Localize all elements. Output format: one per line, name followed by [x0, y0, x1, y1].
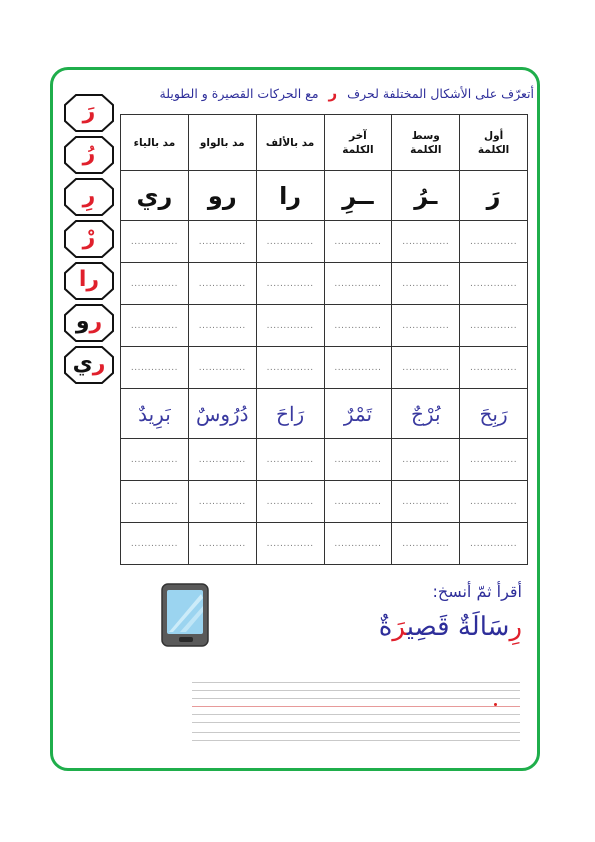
- writing-cell[interactable]: ..............: [121, 263, 189, 305]
- title-text-before: أتعرّف على الأشكال المختلفة لحرف: [347, 86, 534, 101]
- writing-cell[interactable]: ..............: [121, 347, 189, 389]
- writing-cell[interactable]: ..............: [324, 263, 392, 305]
- start-dot: [494, 703, 497, 706]
- example-words-row: [121, 389, 528, 439]
- page-title: [108, 84, 534, 102]
- writing-cell[interactable]: ..............: [460, 439, 528, 481]
- writing-cell[interactable]: ..............: [121, 305, 189, 347]
- octagon-red-text: ر: [89, 309, 103, 334]
- practice-row: [121, 347, 528, 389]
- header-cell: مد بالياء: [121, 115, 189, 171]
- form-cell: ــرِ: [324, 171, 392, 221]
- word-cell: بُرْجٌ: [392, 389, 460, 439]
- form-cell: رَ: [460, 171, 528, 221]
- octagon-black-text: ي: [72, 351, 93, 376]
- practice-row: [121, 221, 528, 263]
- form-cell: ري: [121, 171, 189, 221]
- octagon-red-text: رُ: [82, 141, 96, 166]
- writing-cell[interactable]: ..............: [324, 221, 392, 263]
- writing-cell[interactable]: ..............: [460, 481, 528, 523]
- copy-sentence: [290, 612, 522, 642]
- writing-cell[interactable]: ..............: [188, 481, 256, 523]
- practice-row: [121, 263, 528, 305]
- octagon-alif: [64, 262, 114, 300]
- word-risala: رِسَالَةٌ: [457, 612, 522, 642]
- writing-cell[interactable]: ..............: [324, 523, 392, 565]
- octagon-sukun: [64, 220, 114, 258]
- form-cell: ـرُ: [392, 171, 460, 221]
- title-letter: ر: [328, 84, 338, 102]
- header-cell: مد بالواو: [188, 115, 256, 171]
- word-cell: رَاحَ: [256, 389, 324, 439]
- word-cell: تَمْرٌ: [324, 389, 392, 439]
- octagon-black-text: و: [75, 309, 90, 334]
- practice-row: [121, 439, 528, 481]
- header-cell: وسط الكلمة: [392, 115, 460, 171]
- writing-cell[interactable]: ..............: [121, 221, 189, 263]
- octagon-red-text: ر: [92, 351, 106, 376]
- octagon-damma: [64, 136, 114, 174]
- octagon-red-text: رْ: [82, 225, 96, 250]
- writing-cell[interactable]: ..............: [256, 523, 324, 565]
- writing-cell[interactable]: ..............: [188, 439, 256, 481]
- writing-cell[interactable]: ..............: [460, 305, 528, 347]
- copy-instruction: أقرأ ثمّ أنسخ:: [432, 582, 522, 601]
- letter-forms-row: [121, 171, 528, 221]
- form-cell: را: [256, 171, 324, 221]
- octagon-waw: [64, 304, 114, 342]
- word-qasira: قَصِيرَةٌ: [378, 612, 450, 642]
- writing-cell[interactable]: ..............: [188, 305, 256, 347]
- header-cell: آخر الكلمة: [324, 115, 392, 171]
- writing-cell[interactable]: ..............: [460, 263, 528, 305]
- octagon-red-text: رَ: [82, 99, 96, 124]
- octagon-red-text: را: [78, 267, 100, 292]
- writing-cell[interactable]: ..............: [460, 347, 528, 389]
- writing-cell[interactable]: ..............: [256, 263, 324, 305]
- writing-cell[interactable]: ..............: [392, 439, 460, 481]
- octagon-fatha: [64, 94, 114, 132]
- writing-cell[interactable]: ..............: [324, 305, 392, 347]
- writing-cell[interactable]: ..............: [256, 347, 324, 389]
- title-text-after: مع الحركات القصيرة و الطويلة: [159, 86, 319, 101]
- writing-cell[interactable]: ..............: [392, 523, 460, 565]
- writing-cell[interactable]: ..............: [256, 481, 324, 523]
- word-cell: رَبِحَ: [460, 389, 528, 439]
- writing-cell[interactable]: ..............: [121, 481, 189, 523]
- writing-cell[interactable]: ..............: [392, 263, 460, 305]
- writing-cell[interactable]: ..............: [256, 439, 324, 481]
- writing-cell[interactable]: ..............: [460, 221, 528, 263]
- writing-cell[interactable]: ..............: [392, 347, 460, 389]
- writing-cell[interactable]: ..............: [188, 263, 256, 305]
- writing-cell[interactable]: ..............: [188, 523, 256, 565]
- writing-cell[interactable]: ..............: [392, 221, 460, 263]
- header-row: [121, 115, 528, 171]
- header-cell: مد بالألف: [256, 115, 324, 171]
- word-cell: دُرُوسٌ: [188, 389, 256, 439]
- form-cell: رو: [188, 171, 256, 221]
- octagon-ya: [64, 346, 114, 384]
- letter-forms-table: [120, 114, 528, 565]
- writing-cell[interactable]: ..............: [256, 221, 324, 263]
- practice-row: [121, 305, 528, 347]
- writing-cell[interactable]: ..............: [392, 305, 460, 347]
- writing-cell[interactable]: ..............: [188, 347, 256, 389]
- writing-cell[interactable]: ..............: [324, 481, 392, 523]
- writing-cell[interactable]: ..............: [188, 221, 256, 263]
- practice-row: [121, 481, 528, 523]
- writing-cell[interactable]: ..............: [256, 305, 324, 347]
- mobile-phone-icon: [160, 582, 212, 652]
- writing-cell[interactable]: ..............: [324, 439, 392, 481]
- writing-cell[interactable]: ..............: [121, 439, 189, 481]
- word-cell: بَرِيدٌ: [121, 389, 189, 439]
- writing-cell[interactable]: ..............: [121, 523, 189, 565]
- octagon-red-text: رِ: [82, 183, 96, 208]
- header-cell: أول الكلمة: [460, 115, 528, 171]
- octagon-kasra: [64, 178, 114, 216]
- writing-cell[interactable]: ..............: [324, 347, 392, 389]
- practice-row: [121, 523, 528, 565]
- writing-cell[interactable]: ..............: [460, 523, 528, 565]
- writing-cell[interactable]: ..............: [392, 481, 460, 523]
